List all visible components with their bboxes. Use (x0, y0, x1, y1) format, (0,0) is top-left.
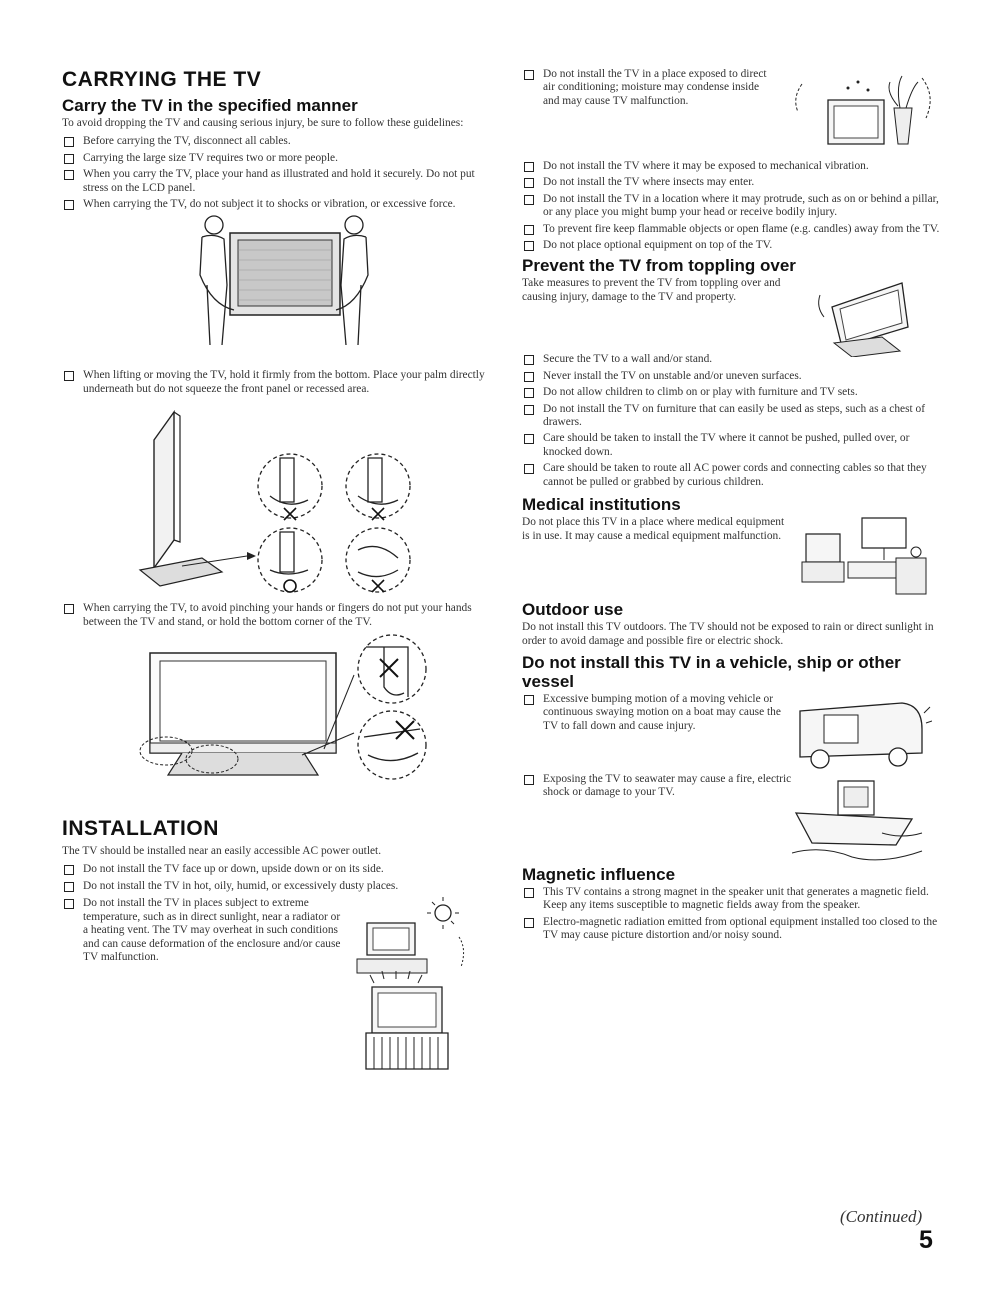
toppling-tv-illustration (812, 277, 922, 345)
right-column (522, 68, 942, 947)
vehicle-row (522, 693, 942, 773)
list-item: Do not install the TV where insects may enter. (522, 176, 942, 189)
page-number: 5 (919, 1226, 933, 1254)
toppling-heading: Prevent the TV from toppling over (522, 256, 796, 276)
list-item: Secure the TV to a wall and/or stand. (522, 353, 942, 366)
install-warnings-list (522, 160, 942, 252)
vehicle-list (522, 693, 792, 736)
outdoor-heading: Outdoor use (522, 600, 624, 620)
list-item: This TV contains a strong magnet in the speaker unit that generates a magnetic field. Keep any items susceptible to magnetic fields away from the speaker. (522, 886, 942, 913)
medical-equipment-illustration (792, 516, 932, 600)
list-item: When lifting or moving the TV, hold it firmly from the bottom. Place your palm directly underneath but do not squeeze the front panel or recessed area. (62, 369, 492, 396)
list-item: Do not install the TV in a location where it may protrude, such as on or behind a pillar, or any place you might bump your head or receive bodily injury. (522, 193, 942, 220)
boat-illustration (792, 773, 932, 865)
outdoor-text: Do not install this TV outdoors. The TV should not be exposed to rain or direct sunlight in order to avoid damage and possible fire or electric shock. (522, 621, 934, 647)
list-item: Excessive bumping motion of a moving vehicle or continuous swaying motion on a boat may cause the TV to fall down and cause injury. (522, 693, 792, 733)
list-item: Do not install the TV in places subject to extreme temperature, such as in direct sunlight, near a radiator or a heating vent. The TV may overheat in such conditions and can cause deformation of the enclosure and/or cause TV malfunction. (62, 897, 347, 964)
ship-list (522, 773, 792, 803)
toppling-row (522, 277, 942, 345)
carrying-heading: CARRYING THE TV (62, 68, 262, 91)
list-item: Do not install the TV on furniture that can easily be used as steps, such as a chest of drawers. (522, 403, 942, 430)
carrying-list (62, 135, 492, 211)
sun-heat-illustration (347, 897, 487, 957)
radiator-illustration (312, 971, 492, 1073)
tv-grip-illustration (62, 400, 492, 598)
list-item: Do not install the TV in hot, oily, humid, or excessively dusty places. (62, 880, 492, 893)
medical-row (522, 516, 942, 600)
list-item: Do not allow children to climb on or play with furniture and TV sets. (522, 386, 942, 399)
medical-text: Do not place this TV in a place where medical equipment is in use. It may cause a medical equipment malfunction. (522, 516, 785, 542)
carrying-intro: To avoid dropping the TV and causing serious injury, be sure to follow these guidelines: (62, 117, 464, 129)
heat-list (62, 897, 347, 967)
two-people-carrying-illustration (62, 215, 492, 365)
installation-intro: The TV should be installed near an easily accessible AC power outlet. (62, 845, 382, 858)
list-item: Carrying the large size TV requires two or more people. (62, 152, 492, 165)
toppling-intro: Take measures to prevent the TV from toppling over and causing injury, damage to the TV and property. (522, 277, 781, 303)
list-item: Care should be taken to route all AC power cords and connecting cables so that they cannot be pulled or grabbed by curious children. (522, 462, 942, 489)
list-item: Exposing the TV to seawater may cause a fire, electric shock or damage to your TV. (522, 773, 792, 800)
tv-stand-pinch-illustration (62, 633, 492, 809)
list-item: When you carry the TV, place your hand as illustrated and hold it securely. Do not put stress on the LCD panel. (62, 168, 492, 195)
aircon-row (522, 68, 942, 160)
list-item: Electro-magnetic radiation emitted from optional equipment installed too closed to the TV may cause picture distortion and/or noisy sound. (522, 916, 942, 943)
toppling-list (522, 353, 942, 489)
air-conditioning-illustration (772, 68, 942, 160)
vehicle-illustration (792, 693, 932, 773)
continued-note: (Continued) (840, 1207, 923, 1226)
heat-row (62, 897, 492, 971)
list-item: Do not install the TV where it may be exposed to mechanical vibration. (522, 160, 942, 173)
aircon-list (522, 68, 772, 111)
list-item: Do not install the TV in a place exposed to direct air conditioning; moisture may condense inside and may cause TV malfunction. (522, 68, 772, 108)
ship-row (522, 773, 942, 865)
list-item: When carrying the TV, to avoid pinching your hands or fingers do not put your hands between the TV and stand, or hold the bottom corner of the TV. (62, 602, 492, 629)
magnetic-list (522, 886, 942, 943)
installation-heading: INSTALLATION (62, 817, 219, 841)
list-item: Never install the TV on unstable and/or uneven surfaces. (522, 370, 942, 383)
vehicle-heading: Do not install this TV in a vehicle, ship or other vessel (522, 652, 901, 691)
list-item: Do not install the TV face up or down, upside down or on its side. (62, 863, 492, 876)
list-item: Care should be taken to install the TV where it cannot be pushed, pulled over, or knocked down. (522, 432, 942, 459)
carrying-subheading: Carry the TV in the specified manner (62, 96, 358, 115)
list-item: Do not place optional equipment on top of the TV. (522, 239, 942, 252)
pinch-list (62, 602, 492, 629)
list-item: When carrying the TV, do not subject it to shocks or vibration, or excessive force. (62, 198, 492, 211)
list-item: To prevent fire keep flammable objects or open flame (e.g. candles) away from the TV. (522, 223, 942, 236)
medical-heading: Medical institutions (522, 495, 681, 515)
list-item: Before carrying the TV, disconnect all cables. (62, 135, 492, 148)
left-column (62, 68, 492, 1073)
installation-list (62, 863, 492, 893)
magnetic-heading: Magnetic influence (522, 864, 676, 884)
lift-list (62, 369, 492, 396)
